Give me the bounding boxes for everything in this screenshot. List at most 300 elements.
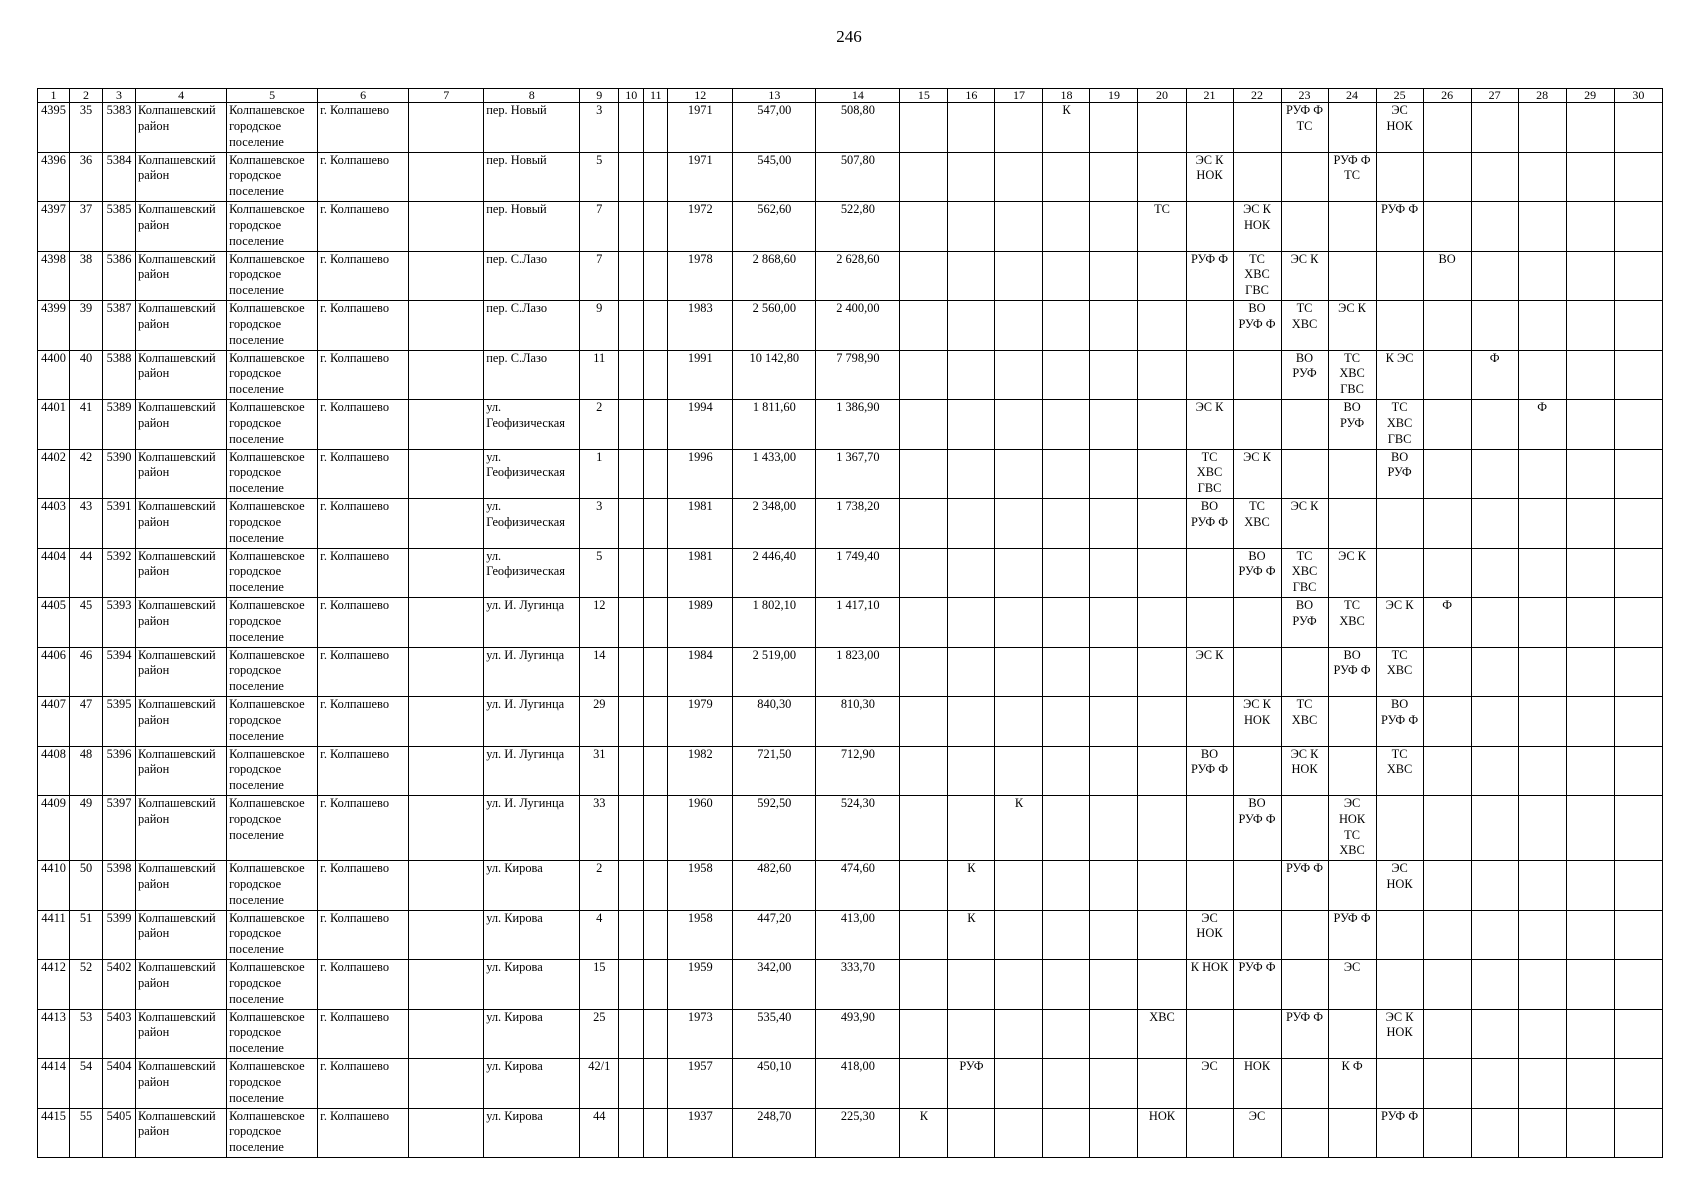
table-cell: 5385 [103, 202, 136, 252]
table-cell: Колпашевский район [136, 910, 227, 960]
table-cell [1186, 1108, 1233, 1158]
table-row [38, 910, 1663, 960]
table-cell: ВО РУФ Ф [1376, 697, 1423, 747]
table-cell: г. Колпашево [318, 796, 409, 861]
table-cell [900, 251, 948, 301]
table-cell [1328, 499, 1376, 549]
table-cell: Колпашевское городское поселение [227, 647, 318, 697]
table-cell [1138, 548, 1186, 598]
table-cell [644, 861, 668, 911]
table-cell: 4405 [38, 598, 70, 648]
table-cell: 5393 [103, 598, 136, 648]
table-cell [900, 1009, 948, 1059]
table-cell [619, 598, 644, 648]
table-cell [1423, 796, 1471, 861]
table-cell [1566, 103, 1614, 153]
table-cell [1138, 103, 1186, 153]
table-cell: Колпашевское городское поселение [227, 548, 318, 598]
table-cell [1566, 746, 1614, 796]
table-row [38, 861, 1663, 911]
table-cell: 51 [70, 910, 103, 960]
table-cell: ЭС К [1233, 449, 1281, 499]
table-cell: ЭС К [1186, 647, 1233, 697]
table-cell: 4396 [38, 152, 70, 202]
table-cell [1614, 499, 1662, 549]
table-cell [1043, 796, 1090, 861]
table-cell: 450,10 [733, 1059, 816, 1109]
table-cell: Колпашевский район [136, 1009, 227, 1059]
table-cell: 1 367,70 [816, 449, 900, 499]
table-row [38, 301, 1663, 351]
table-cell [619, 548, 644, 598]
table-cell [409, 960, 484, 1010]
table-cell [644, 647, 668, 697]
table-cell [1423, 350, 1471, 400]
table-cell [409, 1108, 484, 1158]
table-cell [1423, 1009, 1471, 1059]
column-header: 21 [1186, 89, 1233, 103]
table-row [38, 202, 1663, 252]
table-cell [1423, 960, 1471, 1010]
table-cell: ТС ХВС [1376, 647, 1423, 697]
table-cell: 4398 [38, 251, 70, 301]
column-header: 7 [409, 89, 484, 103]
table-cell: 1971 [668, 103, 733, 153]
table-cell [1328, 1009, 1376, 1059]
table-cell: Колпашевский район [136, 152, 227, 202]
table-cell [900, 548, 948, 598]
table-cell [900, 400, 948, 450]
table-cell: ЭС К НОК [1186, 152, 1233, 202]
table-cell: 7 798,90 [816, 350, 900, 400]
table-cell [948, 1108, 995, 1158]
table-cell [948, 400, 995, 450]
table-cell [1614, 251, 1662, 301]
table-cell: Колпашевское городское поселение [227, 1009, 318, 1059]
table-cell [995, 1108, 1043, 1158]
table-cell: 9 [580, 301, 619, 351]
table-cell: Колпашевское городское поселение [227, 1059, 318, 1109]
table-cell: 4406 [38, 647, 70, 697]
table-cell [1566, 647, 1614, 697]
table-row [38, 1108, 1663, 1158]
column-header: 18 [1043, 89, 1090, 103]
table-cell [1043, 861, 1090, 911]
table-cell: 1971 [668, 152, 733, 202]
table-cell [1043, 202, 1090, 252]
table-cell: 35 [70, 103, 103, 153]
table-cell: К [948, 861, 995, 911]
table-cell: г. Колпашево [318, 251, 409, 301]
table-cell [1471, 202, 1518, 252]
table-cell: ул. И. Лугинца [484, 697, 580, 747]
table-cell: ул. Кирова [484, 960, 580, 1010]
table-cell [1423, 1108, 1471, 1158]
table-cell: ТС ХВС [1281, 301, 1328, 351]
table-cell: 45 [70, 598, 103, 648]
table-cell: 4407 [38, 697, 70, 747]
table-cell: 50 [70, 861, 103, 911]
table-cell [1186, 103, 1233, 153]
table-cell [1186, 548, 1233, 598]
table-cell [1328, 1108, 1376, 1158]
table-row [38, 350, 1663, 400]
table-cell [1043, 647, 1090, 697]
table-cell [1566, 960, 1614, 1010]
table-cell [1090, 796, 1138, 861]
table-cell: 1991 [668, 350, 733, 400]
table-cell [1471, 1059, 1518, 1109]
table-cell [995, 647, 1043, 697]
table-cell [1090, 350, 1138, 400]
table-cell [1090, 1108, 1138, 1158]
table-cell [948, 350, 995, 400]
table-cell [1043, 697, 1090, 747]
table-cell: 7 [580, 251, 619, 301]
table-cell: 4395 [38, 103, 70, 153]
table-cell [409, 697, 484, 747]
table-cell: г. Колпашево [318, 103, 409, 153]
table-cell: 53 [70, 1009, 103, 1059]
table-cell [409, 910, 484, 960]
table-cell [900, 1059, 948, 1109]
table-cell: ХВС [1138, 1009, 1186, 1059]
table-cell: г. Колпашево [318, 152, 409, 202]
table-cell: пер. С.Лазо [484, 301, 580, 351]
table-cell [1186, 202, 1233, 252]
table-cell: Колпашевский район [136, 449, 227, 499]
table-cell [644, 1108, 668, 1158]
table-cell: 5383 [103, 103, 136, 153]
table-cell: 52 [70, 960, 103, 1010]
table-cell [1518, 152, 1566, 202]
table-cell [948, 152, 995, 202]
table-row [38, 697, 1663, 747]
table-cell [995, 449, 1043, 499]
table-cell [1281, 202, 1328, 252]
table-cell: ТС ХВС ГВС [1233, 251, 1281, 301]
table-cell: Ф [1423, 598, 1471, 648]
table-cell [1090, 449, 1138, 499]
table-cell: 5 [580, 548, 619, 598]
table-cell [1233, 350, 1281, 400]
table-cell: Колпашевское городское поселение [227, 350, 318, 400]
table-cell: РУФ Ф [1328, 910, 1376, 960]
table-cell [644, 1009, 668, 1059]
table-cell: 1959 [668, 960, 733, 1010]
table-cell [900, 746, 948, 796]
table-cell [1376, 960, 1423, 1010]
table-cell: 12 [580, 598, 619, 648]
table-cell [1471, 861, 1518, 911]
table-cell: Колпашевское городское поселение [227, 746, 318, 796]
table-cell: 2 560,00 [733, 301, 816, 351]
table-cell: ВО [1423, 251, 1471, 301]
table-cell [1281, 449, 1328, 499]
table-cell [1186, 697, 1233, 747]
table-cell: Колпашевское городское поселение [227, 103, 318, 153]
table-cell: 54 [70, 1059, 103, 1109]
page-number: 246 [836, 27, 862, 46]
table-cell [1423, 449, 1471, 499]
table-cell [1471, 251, 1518, 301]
table-cell [644, 449, 668, 499]
header-row [38, 89, 1663, 103]
table-cell: г. Колпашево [318, 499, 409, 549]
table-cell: 1981 [668, 548, 733, 598]
table-cell [1423, 202, 1471, 252]
table-cell: ЭС [1328, 960, 1376, 1010]
register-table [37, 88, 1663, 1158]
table-cell: пер. Новый [484, 202, 580, 252]
table-cell: 47 [70, 697, 103, 747]
table-cell: ЭС К [1281, 251, 1328, 301]
table-cell: 1982 [668, 746, 733, 796]
column-header: 17 [995, 89, 1043, 103]
table-cell [644, 251, 668, 301]
table-cell [1090, 202, 1138, 252]
table-cell: г. Колпашево [318, 1059, 409, 1109]
table-cell: 36 [70, 152, 103, 202]
table-cell: 413,00 [816, 910, 900, 960]
table-cell: ЭС [1186, 1059, 1233, 1109]
table-cell: К [1043, 103, 1090, 153]
table-cell: Колпашевское городское поселение [227, 449, 318, 499]
table-row [38, 499, 1663, 549]
table-cell [995, 746, 1043, 796]
table-cell: г. Колпашево [318, 960, 409, 1010]
table-cell: 10 142,80 [733, 350, 816, 400]
table-cell [1423, 400, 1471, 450]
table-cell [1614, 960, 1662, 1010]
table-cell [619, 1059, 644, 1109]
table-cell [619, 202, 644, 252]
table-cell [619, 350, 644, 400]
table-cell [995, 499, 1043, 549]
table-cell [995, 103, 1043, 153]
table-cell [1328, 697, 1376, 747]
table-cell: ТС [1138, 202, 1186, 252]
table-cell: Колпашевский район [136, 251, 227, 301]
table-cell [1614, 746, 1662, 796]
table-cell: ТС ХВС ГВС [1376, 400, 1423, 450]
table-cell [1566, 152, 1614, 202]
table-cell: Колпашевский район [136, 103, 227, 153]
column-header: 29 [1566, 89, 1614, 103]
table-cell: Колпашевское городское поселение [227, 796, 318, 861]
table-cell [1138, 861, 1186, 911]
column-header: 4 [136, 89, 227, 103]
table-cell [1614, 1108, 1662, 1158]
table-cell: 1957 [668, 1059, 733, 1109]
table-cell [1186, 598, 1233, 648]
table-cell [1090, 1059, 1138, 1109]
table-cell [1043, 301, 1090, 351]
table-cell: 42 [70, 449, 103, 499]
table-cell: 1996 [668, 449, 733, 499]
table-cell [619, 103, 644, 153]
table-cell: ТС ХВС [1376, 746, 1423, 796]
table-cell: г. Колпашево [318, 449, 409, 499]
table-cell [1566, 1009, 1614, 1059]
table-cell [1518, 548, 1566, 598]
table-cell: 1979 [668, 697, 733, 747]
table-cell [1090, 647, 1138, 697]
table-cell: 5384 [103, 152, 136, 202]
table-cell [1328, 861, 1376, 911]
table-cell [409, 449, 484, 499]
table-cell: 49 [70, 796, 103, 861]
table-cell [1423, 910, 1471, 960]
table-cell [900, 861, 948, 911]
table-cell: 1983 [668, 301, 733, 351]
table-cell: Колпашевский район [136, 301, 227, 351]
table-cell [900, 796, 948, 861]
table-cell [1281, 1108, 1328, 1158]
table-cell: РУФ Ф [1376, 202, 1423, 252]
table-cell: К ЭС [1376, 350, 1423, 400]
table-cell [409, 499, 484, 549]
table-cell [1566, 1059, 1614, 1109]
table-cell: ул. Геофизическая [484, 548, 580, 598]
table-cell [619, 152, 644, 202]
table-cell: К [948, 910, 995, 960]
table-cell: ЭС НОК [1376, 103, 1423, 153]
table-cell: 44 [70, 548, 103, 598]
table-cell: 508,80 [816, 103, 900, 153]
table-cell: ТС ХВС ГВС [1281, 548, 1328, 598]
table-cell [995, 910, 1043, 960]
table-cell: Колпашевское городское поселение [227, 499, 318, 549]
column-header: 27 [1471, 89, 1518, 103]
table-cell [1518, 301, 1566, 351]
table-cell [1281, 400, 1328, 450]
table-cell [1518, 746, 1566, 796]
table-cell: НОК [1138, 1108, 1186, 1158]
table-cell: 1 433,00 [733, 449, 816, 499]
table-cell [644, 301, 668, 351]
table-cell [1138, 598, 1186, 648]
table-cell [1138, 449, 1186, 499]
table-cell [619, 796, 644, 861]
table-cell: ул. И. Лугинца [484, 647, 580, 697]
table-cell [1614, 697, 1662, 747]
table-cell: 2 [580, 400, 619, 450]
table-cell [1471, 1009, 1518, 1059]
table-cell [1233, 103, 1281, 153]
column-header: 2 [70, 89, 103, 103]
table-cell [409, 861, 484, 911]
table-cell [1233, 152, 1281, 202]
table-cell: ВО РУФ [1281, 350, 1328, 400]
table-cell [1566, 796, 1614, 861]
column-header: 22 [1233, 89, 1281, 103]
table-cell [1518, 598, 1566, 648]
table-cell [1518, 251, 1566, 301]
table-cell: 840,30 [733, 697, 816, 747]
table-cell: Колпашевское городское поселение [227, 910, 318, 960]
table-cell: Колпашевский район [136, 960, 227, 1010]
table-cell [644, 548, 668, 598]
table-cell: ВО РУФ Ф [1186, 746, 1233, 796]
table-cell: 1973 [668, 1009, 733, 1059]
table-cell: 43 [70, 499, 103, 549]
table-cell [1138, 301, 1186, 351]
table-cell: Колпашевский район [136, 598, 227, 648]
table-cell: Колпашевское городское поселение [227, 152, 318, 202]
table-cell: Ф [1471, 350, 1518, 400]
table-cell [1518, 960, 1566, 1010]
table-cell: Колпашевский район [136, 647, 227, 697]
table-cell [1518, 1108, 1566, 1158]
table-cell: ТС ХВС ГВС [1328, 350, 1376, 400]
table-cell [619, 697, 644, 747]
table-cell [948, 202, 995, 252]
table-cell [619, 910, 644, 960]
table-cell [644, 499, 668, 549]
table-cell [1423, 548, 1471, 598]
table-cell [1566, 301, 1614, 351]
table-cell [1233, 746, 1281, 796]
table-cell: ЭС НОК [1186, 910, 1233, 960]
table-cell: 4413 [38, 1009, 70, 1059]
table-cell: РУФ Ф ТС [1281, 103, 1328, 153]
table-cell [1518, 449, 1566, 499]
table-cell [1471, 152, 1518, 202]
table-cell [1423, 499, 1471, 549]
table-cell [1614, 647, 1662, 697]
table-cell [948, 1009, 995, 1059]
column-header: 13 [733, 89, 816, 103]
table-cell: ВО РУФ [1281, 598, 1328, 648]
table-cell: пер. Новый [484, 152, 580, 202]
table-cell: 4403 [38, 499, 70, 549]
table-cell: 5392 [103, 548, 136, 598]
table-cell [1518, 1009, 1566, 1059]
table-cell [1471, 746, 1518, 796]
table-cell [644, 1059, 668, 1109]
table-cell: 4399 [38, 301, 70, 351]
table-cell: 1 749,40 [816, 548, 900, 598]
table-cell: ул. И. Лугинца [484, 796, 580, 861]
table-cell: ВО РУФ [1376, 449, 1423, 499]
table-cell [644, 796, 668, 861]
table-cell [1090, 910, 1138, 960]
table-cell [995, 960, 1043, 1010]
table-cell: ЭС [1233, 1108, 1281, 1158]
table-cell: 2 519,00 [733, 647, 816, 697]
table-row [38, 598, 1663, 648]
table-cell: 524,30 [816, 796, 900, 861]
table-cell: 2 [580, 861, 619, 911]
table-cell: Колпашевский район [136, 796, 227, 861]
table-cell: Колпашевский район [136, 350, 227, 400]
table-cell [995, 202, 1043, 252]
table-cell [1138, 499, 1186, 549]
table-cell [1471, 796, 1518, 861]
table-cell: 39 [70, 301, 103, 351]
table-cell: 41 [70, 400, 103, 450]
column-header: 8 [484, 89, 580, 103]
table-cell [1614, 1059, 1662, 1109]
table-row [38, 103, 1663, 153]
table-cell: 482,60 [733, 861, 816, 911]
table-cell: 40 [70, 350, 103, 400]
table-cell: 5388 [103, 350, 136, 400]
table-cell [1423, 746, 1471, 796]
table-cell: Колпашевское городское поселение [227, 598, 318, 648]
table-cell: 4 [580, 910, 619, 960]
